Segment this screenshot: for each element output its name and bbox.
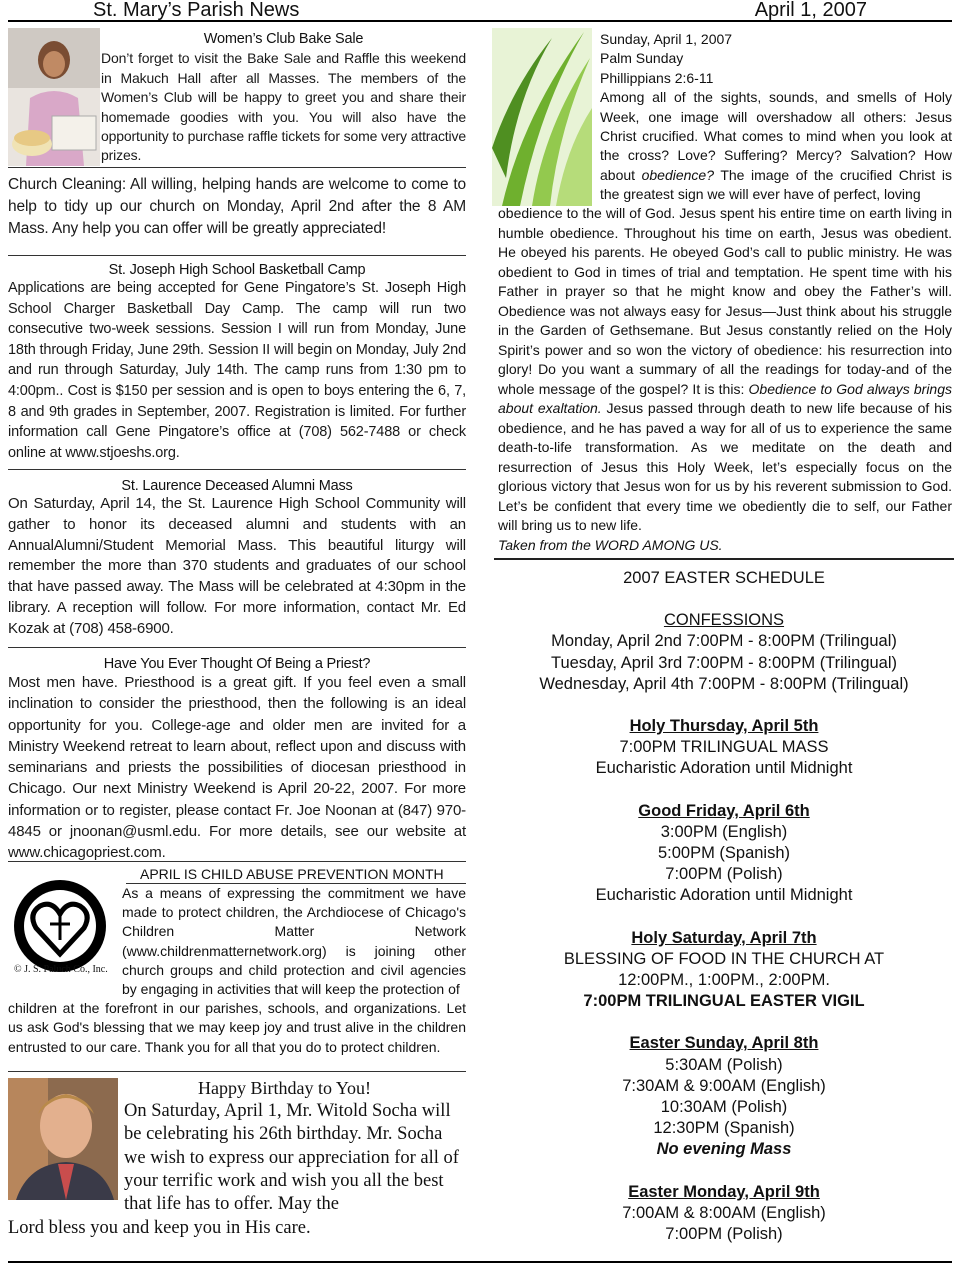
palm-intro-tail: The image of the crucified Christ is the greatest sign we will ever have of perfect, loving [600,166,952,203]
schedule-line: 12:30PM (Spanish) [653,1119,795,1138]
palm-credit: Taken from the WORD AMONG US. [498,536,723,553]
cleaning-label: Church Cleaning: [8,176,127,193]
palm-sunday-top [600,30,952,205]
camp-heading: St. Joseph High School Basketball Camp [108,262,366,278]
cleaning-text: All willing, helping hands are welcome to come to help to tidy up our church on Monday, April 2nd after the 8 AM Mass. Any help you can offer will be greatly appreciated! [8,176,466,237]
palm-intro [600,88,952,204]
reading-day: Palm Sunday [600,50,684,67]
holy-saturday-group [494,928,954,1013]
camp-text: Applications are being accepted for Gene Pingatore’s St. Joseph High School Charger Basketball Day Camp. The camp will run two consecutive two-week sessions. Session I will run from Monday, June 18th through Friday, June 29th. Session II will begin on Monday, July 2nd and run through Saturday, July 14th. The camp runs from 1:30 pm to 4:00pm.. Cost is $150 per session and is open to boys entering the 6, 7, 8 and 9th grades in September, 2007. [8,280,466,420]
schedule-line: 3:00PM (English) [660,822,788,841]
camp-emphasis: Registration is limited. [250,403,395,420]
good-friday-group [494,801,954,907]
no-evening-mass-note: No evening Mass [656,1140,792,1159]
schedule-line: BLESSING OF FOOD IN THE CHURCH AT [563,949,885,968]
easter-sunday-heading: Easter Sunday, April 8th [629,1034,819,1053]
birthday-text: On Saturday, April 1, Mr. Witold Socha will be celebrating his 26th birthday. Mr. Socha we wish to express our appreciation for all of your terrific work and wish you all the best that life has to offer. May the [124,1101,459,1215]
schedule-line: 10:30AM (Polish) [660,1098,788,1117]
schedule-line: Eucharistic Adoration until Midnight [595,886,853,905]
good-friday-heading: Good Friday, April 6th [638,801,810,820]
priest-section [8,648,466,862]
priest-heading: Have You Ever Thought Of Being a Priest? [103,656,371,672]
birthday-section [8,1072,466,1242]
camp-section [8,256,466,470]
palm-body [498,204,952,555]
palm-intro-emphasis: obedience? [641,166,715,183]
bake-sale-heading: Women’s Club Bake Sale [203,31,364,47]
schedule-line: 5:30AM (Polish) [665,1055,783,1074]
child-abuse-heading: APRIL IS CHILD ABUSE PREVENTION MONTH [126,866,466,884]
schedule-line: 5:00PM (Spanish) [657,844,791,863]
bake-sale-section [8,26,466,168]
confession-line: Wednesday, April 4th 7:00PM - 8:00PM (Trilingual) [539,674,909,693]
easter-monday-group [494,1182,954,1246]
palm-body-tail: Jesus passed through death to new life because of his obedience, and he has paved a way for all of us to experience the same death-to-life transformation. As we meditate on the death and resurrection of Jesus this Holy Week, let’s especially focus on the glorious victory that Jesus won for us by his reverent submission to God. Let’s be confident that every time we obediently die to self, our Father will bring us to new life. [498,400,952,533]
priest-text: Most men have. Priesthood is a great gift. If you feel even a small inclination to consider the priesthood, then the following is an ideal opportunity for you. College-age and older men are invited for a Ministry Weekend retreat to learn about, reflect upon and discuss with seminarians and priests the possibilities of diocesan priesthood in Chicago. Our next Ministry Weekend is April 20-22, 2007. For more information or to register, please contact Fr. Joe Noonan at (847) 970-4845 or jnoonan@usml.edu. For more details, see our website at www.chicagopriest.com. [8,674,466,862]
child-abuse-section [8,862,466,1072]
holy-saturday-heading: Holy Saturday, April 7th [631,928,817,947]
birthday-closing: Lord bless you and keep you in His care. [8,1218,311,1238]
alumni-heading: St. Laurence Deceased Alumni Mass [121,478,353,494]
newsletter-title: St. Mary’s Parish News [93,0,300,21]
child-abuse-text-top: As a means of expressing the commitment we have made to protect children, the Archdiocese of Chicago's Children Matter Network (www.childrenmatternetwork.org) is joining other church groups and child protection and civil agencies by engaging in activities that will keep the protection of [122,885,466,998]
schedule-line: 7:00PM (Polish) [665,865,783,884]
palm-intro-text: Among all of the sights, sounds, and smells of Holy Week, one image will overshadow all others: Jesus Christ crucified. What comes to mind when you look at the cross? Love? Suffering? Mercy? Salvation? How about [600,89,952,183]
camp-paragraph [8,278,466,463]
palm-leaf-photo [492,28,592,206]
birthday-heading: Happy Birthday to You! [198,1078,372,1098]
palm-body-emphasis: Obedience to God always brings about exaltation. [498,380,953,416]
masthead [8,0,952,22]
confession-line: Monday, April 2nd 7:00PM - 8:00PM (Trilingual) [551,632,897,651]
easter-sunday-group [494,1033,954,1160]
palm-sunday-section [494,26,954,558]
palm-body-text: obedience to the will of God. Jesus spent his entire time on earth living in humble obedience. Throughout his time on earth, Jesus was obedient. He obeyed his parents. He obeyed God’s call to public ministry. He was obedient to God in times of trial and temptation. He spent time with his Father in prayer so that he might know and obey the Father’s will. Obedience was not always easy for Jesus—Just think about his struggle in the Garden of Gethsemane. But Jesus constantly relied on the Holy Spirit’s power and so won the victory of obedience: his resurrection into glory! Do you want a summary of all the readings for today-and of the whole message of the gospel? It is this: [498,205,952,397]
alumni-section [8,470,466,648]
reading-scripture: Phillippians 2:6-11 [600,69,714,86]
schedule-line: 12:00PM., 1:00PM., 2:00PM. [618,971,830,990]
bake-sale-text [101,30,466,166]
bottom-rule [8,1261,952,1263]
issue-date: April 1, 2007 [754,0,867,21]
schedule-line: 7:00AM & 8:00AM (English) [622,1203,826,1222]
holy-thursday-heading: Holy Thursday, April 5th [629,717,819,736]
alumni-text: On Saturday, April 14, the St. Laurence High School Community will gather to honor its deceased alumni and students with an AnnualAlumni/Student Memorial Mass. This beautiful liturgy will remember the more than 370 students and graduates of our school that have passed away. The Mass will be celebrated at 4:30pm in the library. A reception will follow. For more information, contact Mr. Ed Kozak at (708) 458-6900. [8,495,466,637]
confessions-heading: CONFESSIONS [663,611,785,630]
bake-sale-photo [8,28,100,166]
camp-text-2: For further information call Gene Pingatore’s office at (708) 562-7488 or check online at www.stjoeshs.org. [8,403,467,461]
easter-vigil-line: 7:00PM TRILINGUAL EASTER VIGIL [583,992,865,1011]
left-column [8,26,466,1242]
right-column [494,26,954,1245]
cleaning-paragraph [8,174,466,240]
schedule-line: 7:00PM TRILINGUAL MASS [619,738,829,757]
schedule-line: 7:00PM (Polish) [665,1225,783,1244]
logo-copyright: © J. S. Paluch Co., Inc. [14,964,108,975]
confession-line: Tuesday, April 3rd 7:00PM - 8:00PM (Trilingual) [550,653,898,672]
schedule-line: Eucharistic Adoration until Midnight [595,759,853,778]
child-abuse-text-rest: children at the forefront in our parishes, schools, and organizations. Let us ask God's blessing that we may keep joy and trust alive in the children entrusted to our care. Thank you for all that you do to protect children. [8,1000,466,1055]
cleaning-section [8,168,466,256]
bake-sale-body: Don’t forget to visit the Bake Sale and Raffle this weekend in Makuch Hall after all Masses. The members of the Women’s Club will be happy to greet you and share their homemade goodies with you. You will also have the opportunity to purchase raffle tickets for some very attractive prizes. [101,50,466,164]
reading-date: Sunday, April 1, 2007 [600,31,733,47]
birthday-portrait-photo [8,1078,118,1200]
holy-thursday-group [494,716,954,780]
easter-schedule [494,558,954,1245]
schedule-line: 7:30AM & 9:00AM (English) [622,1076,826,1095]
easter-monday-heading: Easter Monday, April 9th [628,1182,820,1201]
easter-schedule-title: 2007 EASTER SCHEDULE [623,569,825,587]
confessions-group [494,610,954,695]
